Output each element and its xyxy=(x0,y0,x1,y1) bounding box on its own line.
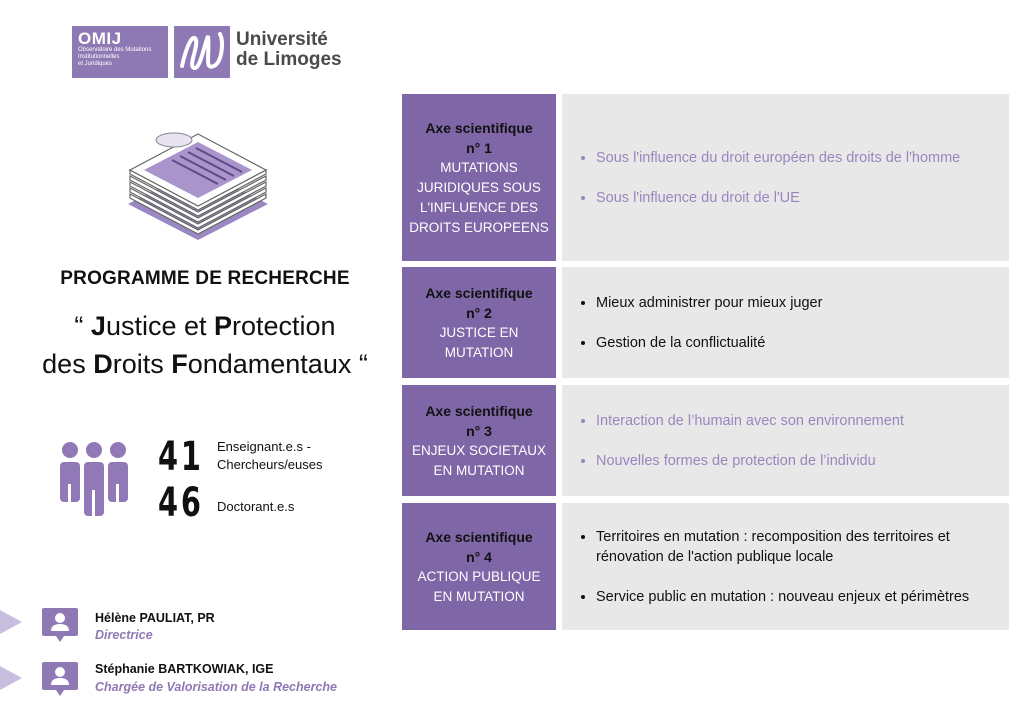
programme-title: PROGRAMME DE RECHERCHE xyxy=(60,268,350,289)
omij-logo xyxy=(72,26,168,78)
axe-2-list xyxy=(578,293,999,353)
omij-line3: et Juridiques xyxy=(78,61,113,67)
axe-1-item: • Sous l'influence du droit européen des droits de l'homme xyxy=(596,148,999,168)
omij-abbrev: OMIJ xyxy=(78,29,122,48)
axe-2-title: JUSTICE EN MUTATION xyxy=(439,324,519,360)
axe-2-header xyxy=(402,267,556,378)
axe-1-heading: Axe scientifique xyxy=(425,119,533,136)
contact-name-1: Hélène PAULIAT, PR xyxy=(95,611,215,625)
stat-label-teachers-line2: Chercheurs/euses xyxy=(217,457,323,472)
subtitle-text-roits: roits xyxy=(112,349,172,379)
university-logo-mark xyxy=(174,26,230,78)
subtitle-initial-d: D xyxy=(93,349,113,379)
axe-3-header xyxy=(402,385,556,496)
person-icon xyxy=(40,606,80,644)
axe-4-number: n° 4 xyxy=(466,548,492,565)
axe-3-number: n° 3 xyxy=(466,422,492,439)
university-name xyxy=(236,30,342,70)
axe-3-list xyxy=(578,411,999,471)
stat-number-doctorants: 46 xyxy=(158,480,204,526)
axe-2-heading: Axe scientifique xyxy=(425,284,533,301)
axe-3-title: ENJEUX SOCIETAUX EN MUTATION xyxy=(411,442,547,478)
axe-4-item: • Service public en mutation : nouveau enjeux et périmètres xyxy=(596,587,999,607)
axe-3-item: • Nouvelles formes de protection de l’individu xyxy=(596,451,999,471)
axe-1-title: MUTATIONS JURIDIQUES SOUS L'INFLUENCE DES DROITS EUROPEENS xyxy=(409,159,549,235)
subtitle-text-ondamentaux: ondamentaux “ xyxy=(187,349,368,379)
axe-4-panel xyxy=(562,503,1009,630)
university-line1: Université xyxy=(236,29,328,50)
axe-1-item: • Sous l'influence du droit de l'UE xyxy=(596,188,999,208)
stat-label-doctorants xyxy=(217,498,294,516)
contact-arrow-2 xyxy=(0,666,22,690)
axe-2-item: • Gestion de la conflictualité xyxy=(596,333,999,353)
subtitle-line1 xyxy=(0,307,410,345)
axe-3-item: • Interaction de l’humain avec son environnement xyxy=(596,411,999,431)
axe-1-number: n° 1 xyxy=(466,139,492,156)
axe-3-panel xyxy=(562,385,1009,496)
contact-role-1: Directrice xyxy=(95,628,153,642)
stat-number-teachers: 41 xyxy=(158,434,204,480)
people-group-icon xyxy=(58,440,130,518)
axe-4-list xyxy=(578,527,999,607)
stat-label-doctorants-line1: Doctorant.e.s xyxy=(217,499,295,514)
person-icon xyxy=(40,660,80,698)
subtitle-text-des: des xyxy=(42,349,94,379)
contact-arrow-1 xyxy=(0,610,22,634)
subtitle-initial-j: J xyxy=(90,311,106,341)
axe-1-panel xyxy=(562,94,1009,261)
subtitle-initial-p: P xyxy=(214,311,233,341)
axe-3-heading: Axe scientifique xyxy=(425,402,533,419)
subtitle-quote-open: “ xyxy=(74,311,91,341)
omij-line1: Observatoire des Mutations xyxy=(78,47,152,53)
axe-4-header xyxy=(402,503,556,630)
subtitle-text-ustice: ustice et xyxy=(105,311,214,341)
stat-label-teachers-line1: Enseignant.e.s - xyxy=(217,439,311,454)
axe-1-list xyxy=(578,148,999,208)
subtitle-line2 xyxy=(0,345,410,383)
book-stack-icon xyxy=(118,112,278,242)
programme-subtitle xyxy=(0,307,410,383)
contact-role-2: Chargée de Valorisation de la Recherche xyxy=(95,680,337,694)
contact-name-2: Stéphanie BARTKOWIAK, IGE xyxy=(95,662,274,676)
axe-4-item: • Territoires en mutation : recomposition des territoires et rénovation de l'action publique locale xyxy=(596,527,999,567)
axe-2-item: • Mieux administrer pour mieux juger xyxy=(596,293,999,313)
stat-label-teachers xyxy=(217,438,323,474)
axe-2-panel xyxy=(562,267,1009,378)
university-line2: de Limoges xyxy=(236,49,342,70)
subtitle-initial-f: F xyxy=(171,349,188,379)
axe-2-number: n° 2 xyxy=(466,304,492,321)
axe-4-heading: Axe scientifique xyxy=(425,528,533,545)
axe-4-title: ACTION PUBLIQUE EN MUTATION xyxy=(417,568,541,604)
axe-1-header xyxy=(402,94,556,261)
omij-line2: Institutionnelles xyxy=(78,54,120,60)
subtitle-text-rotection: rotection xyxy=(232,311,336,341)
